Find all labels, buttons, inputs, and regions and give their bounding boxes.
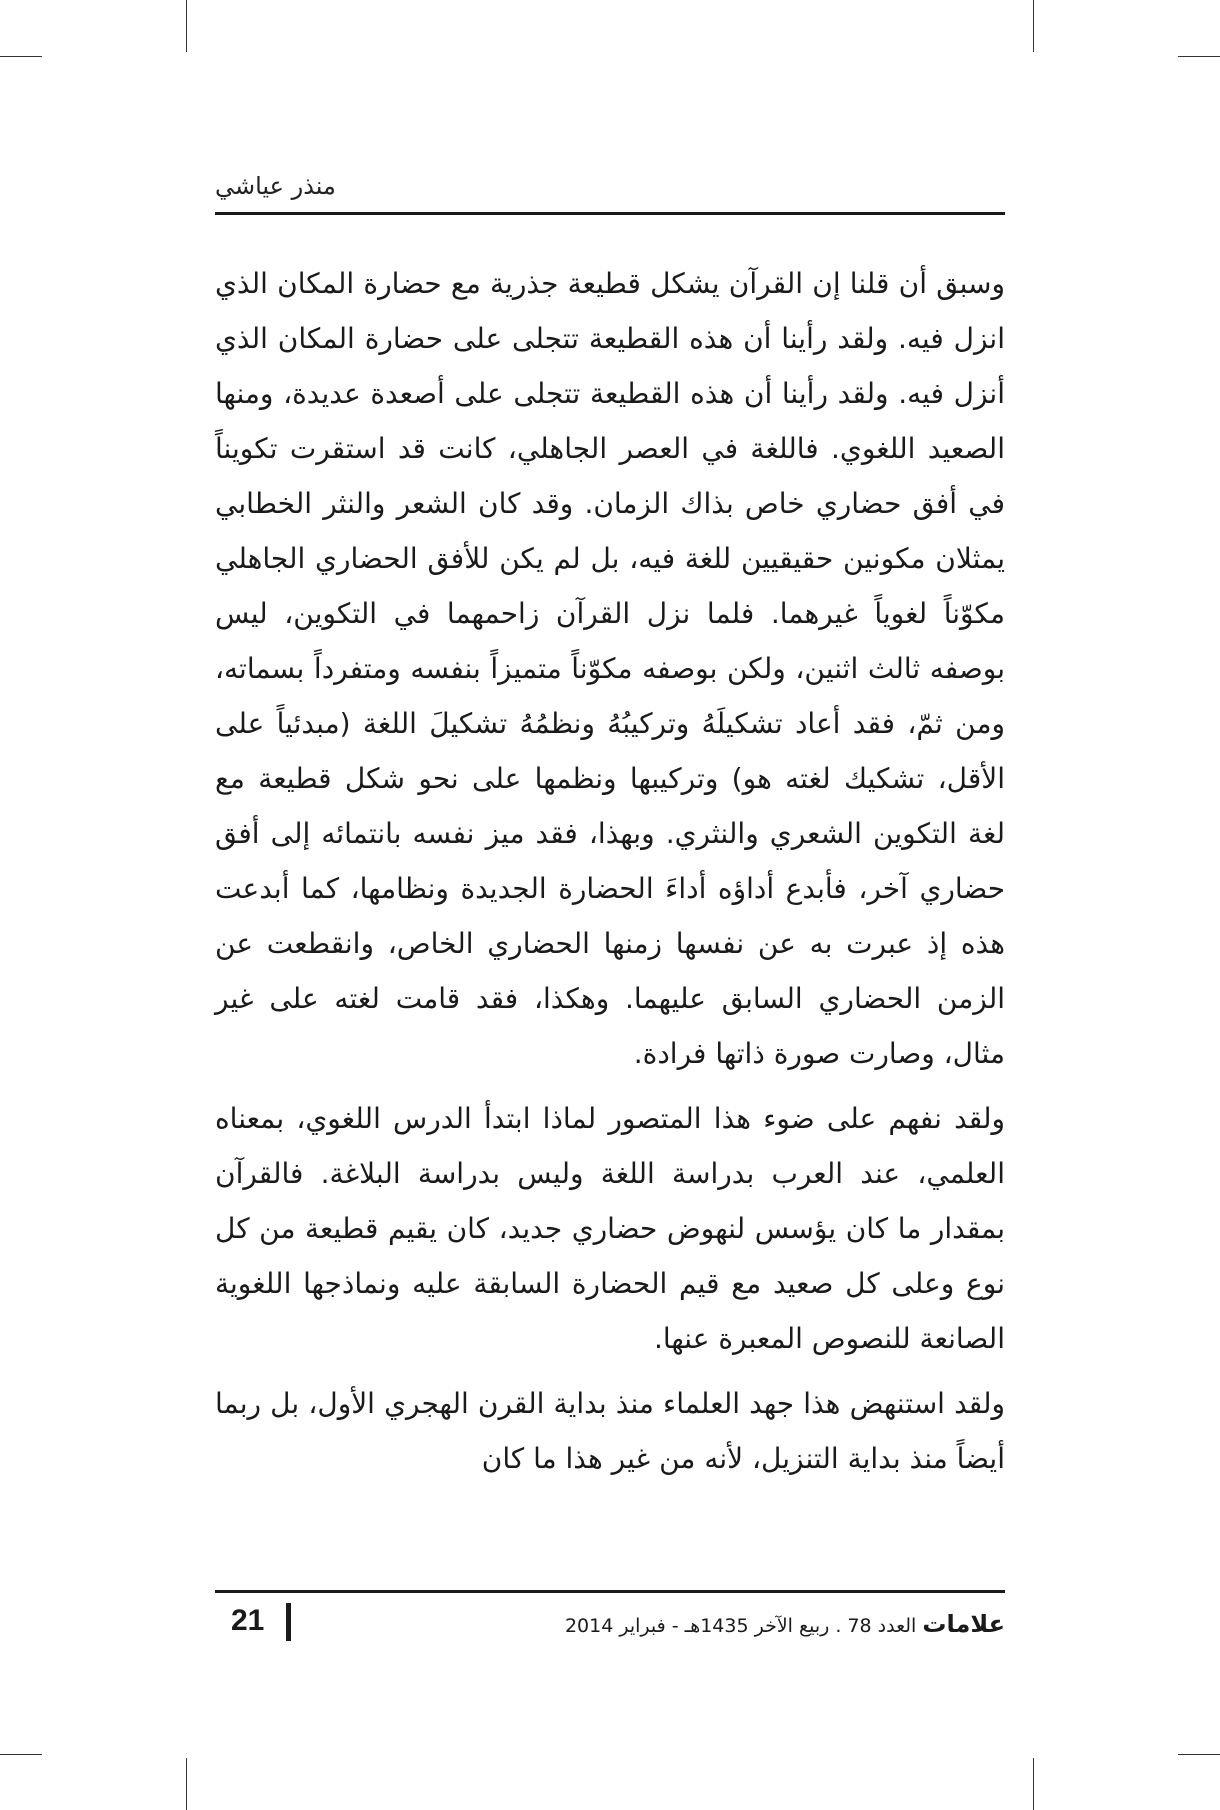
issue-info [299, 1610, 1005, 1638]
running-header [215, 172, 1005, 212]
crop-mark [186, 0, 187, 52]
header-rule [215, 212, 1005, 215]
journal-name: علامات [922, 1610, 1005, 1638]
article-body [215, 256, 1005, 1496]
footer-separator [286, 1603, 291, 1641]
crop-mark [186, 1758, 187, 1810]
page-number: 21 [231, 1604, 265, 1637]
page-footer [215, 1590, 1005, 1650]
crop-mark [1033, 0, 1034, 52]
author-name: منذر عياشي [215, 172, 336, 200]
crop-mark [0, 1754, 42, 1755]
paragraph: وسبق أن قلنا إن القرآن يشكل قطيعة جذرية مع حضارة المكان الذي انزل فيه. ولقد رأينا أن هذه القطيعة تتجلى على حضارة المكان الذي أنزل فيه. ولقد رأينا أن هذه القطيعة تتجلى على أصعدة عديدة، ومنها الصعيد اللغوي. فاللغة في العصر الجاهلي، كانت قد استقرت تكويناً في أفق حضاري خاص بذاك الزمان. وقد كان الشعر والنثر الخطابي يمثلان مكونين حقيقيين للغة فيه، بل لم يكن للأفق الحضاري الجاهلي مكوّناً لغوياً غيرهما. فلما نزل القرآن زاحمهما في التكوين، ليس بوصفه ثالث اثنين، ولكن بوصفه مكوّناً متميزاً بنفسه ومتفرداً بسماته، ومن ثمّ، فقد أعاد تشكيلَهُ وتركيبُهُ ونظمُهُ تشكيلَ اللغة (مبدئياً على الأقل، تشكيك لغته هو) وتركيبها ونظمها على نحو شكل قطيعة مع لغة التكوين الشعري والنثري. وبهذا، فقد ميز نفسه بانتمائه إلى أفق حضاري آخر، فأبدع أداؤه أداءَ الحضارة الجديدة ونظامها، كما أبدعت هذه إذ عبرت به عن نفسها زمنها الحضاري الخاص، وانقطعت عن الزمن الحضاري السابق عليهما. وهكذا، فقد قامت لغته على غير مثال، وصارت صورة ذاتها فرادة. [215, 267, 1005, 1070]
paragraph: ولقد استنهض هذا جهد العلماء منذ بداية القرن الهجري الأول، بل ربما أيضاً منذ بداية التنزيل، لأنه من غير هذا ما كان [215, 1387, 1005, 1475]
crop-mark [1178, 1754, 1220, 1755]
paragraph: ولقد نفهم على ضوء هذا المتصور لماذا ابتدأ الدرس اللغوي، بمعناه العلمي، عند العرب بدراسة اللغة وليس بدراسة البلاغة. فالقرآن بمقدار ما كان يؤسس لنهوض حضاري جديد، كان يقيم قطيعة من كل نوع وعلى كل صعيد مع قيم الحضارة السابقة عليه ونماذجها اللغوية الصانعة للنصوص المعبرة عنها. [215, 1102, 1005, 1355]
crop-mark [1178, 56, 1220, 57]
footer-rule [215, 1590, 1005, 1593]
crop-mark [0, 56, 42, 57]
crop-mark [1033, 1758, 1034, 1810]
issue-details: العدد 78 . ربيع الآخر 1435هـ - فبراير 2014 [564, 1615, 917, 1637]
